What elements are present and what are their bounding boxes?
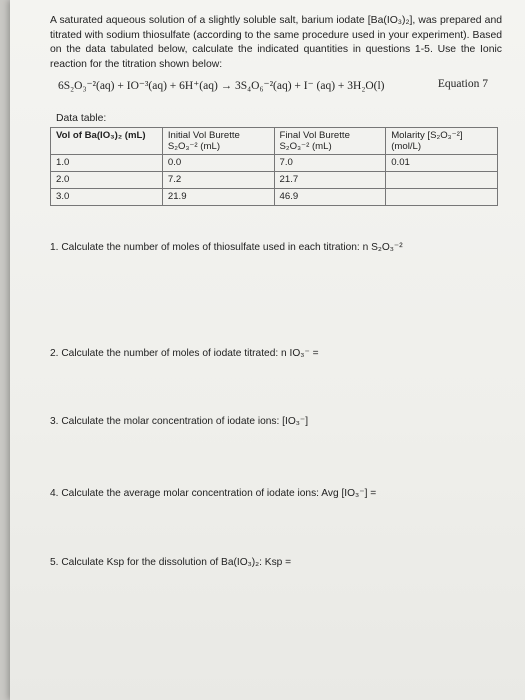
header-molarity: Molarity [S₂O₃⁻²] (mol/L) <box>386 128 498 155</box>
table-title: Data table: <box>56 113 107 125</box>
table-row <box>51 189 498 206</box>
table-cell: 21.9 <box>162 189 274 206</box>
worksheet-content <box>50 14 502 568</box>
table-header-row <box>51 128 498 155</box>
worksheet-page <box>10 0 525 700</box>
table-cell: 2.0 <box>51 172 163 189</box>
table-cell: 21.7 <box>274 172 386 189</box>
question-1: 1. Calculate the number of moles of thiosulfate used in each titration: n S₂O₃⁻² <box>50 242 403 253</box>
table-cell <box>386 172 498 189</box>
table-row <box>51 155 498 172</box>
header-vol-bariumiodate: Vol of Ba(IO₃)₂ (mL) <box>51 128 163 155</box>
table-cell: 3.0 <box>51 189 163 206</box>
table-row <box>51 172 498 189</box>
table-cell: 7.0 <box>274 155 386 172</box>
data-table <box>50 127 498 206</box>
question-5: 5. Calculate Ksp for the dissolution of Ba(IO₃)₂: Ksp = <box>50 557 292 568</box>
question-3: 3. Calculate the molar concentration of iodate ions: [IO₃⁻] <box>50 416 309 427</box>
header-final-vol: Final Vol Burette S₂O₃⁻² (mL) <box>274 128 386 155</box>
table-cell: 46.9 <box>274 189 386 206</box>
table-cell: 0.0 <box>162 155 274 172</box>
equation-text: 6S₂O₃⁻²(aq) + IO⁻³(aq) + 6H⁺(aq) → 3S₄O₆⁻²(aq) + I⁻ (aq) + 3H₂O(l) <box>58 80 385 93</box>
equation-label: Equation 7 <box>437 78 488 91</box>
intro-paragraph: A saturated aqueous solution of a slightly soluble salt, barium iodate [Ba(IO₃)₂], was prepared and titrated with sodium thiosulfate (according to the same procedure used in your experiment). Based on the data tabulated below, calculate the indicated quantities in questions 1-5. Use the Ionic reaction for the titration shown below: <box>50 15 502 70</box>
table-cell: 0.01 <box>386 155 498 172</box>
table-cell: 7.2 <box>162 172 274 189</box>
header-initial-vol: Initial Vol Burette S₂O₃⁻² (mL) <box>162 128 274 155</box>
table-cell: 1.0 <box>51 155 163 172</box>
titration-equation <box>58 78 488 92</box>
question-4: 4. Calculate the average molar concentration of iodate ions: Avg [IO₃⁻] = <box>50 488 377 499</box>
question-2: 2. Calculate the number of moles of iodate titrated: n IO₃⁻ = <box>50 348 319 359</box>
table-cell <box>386 189 498 206</box>
